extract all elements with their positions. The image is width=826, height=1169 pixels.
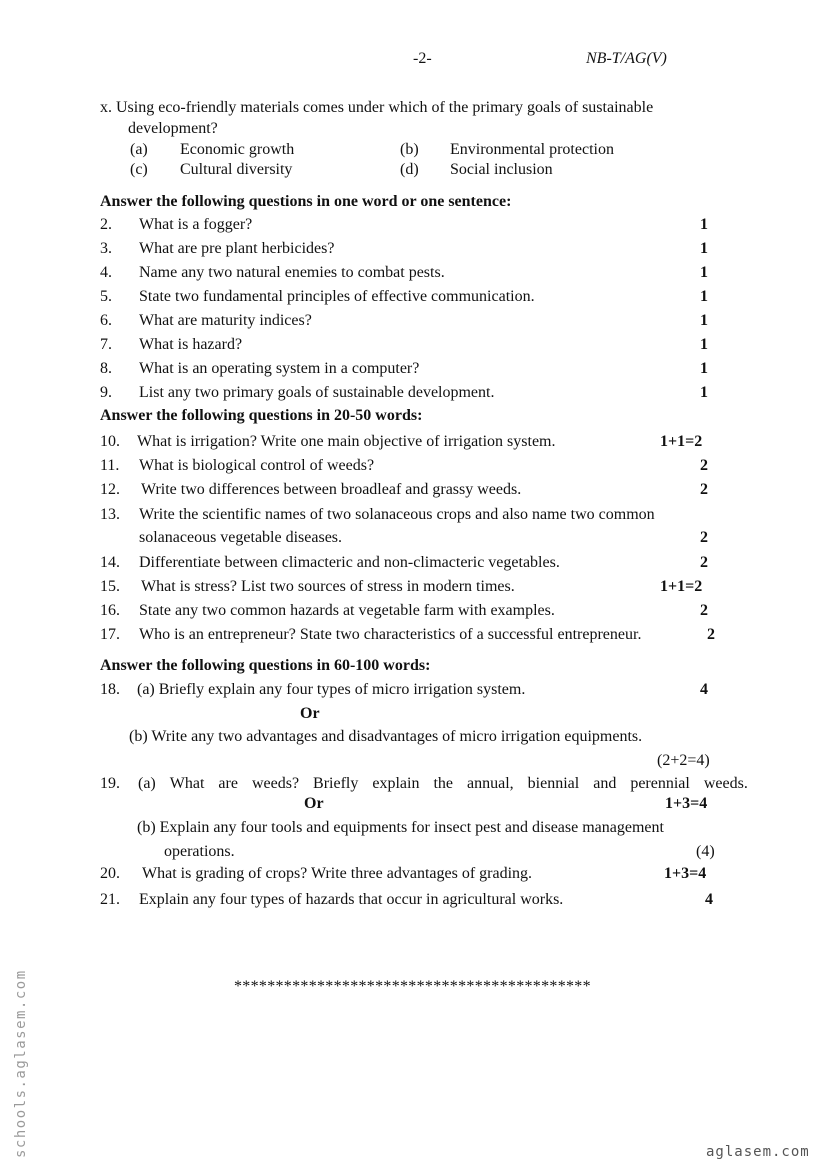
question-number: 17.	[100, 626, 120, 643]
question-marks-b: (4)	[696, 843, 715, 860]
mcq-question-line1: x. Using eco-friendly materials comes under which of the primary goals of sustainable	[100, 99, 654, 116]
question-marks: 1+3=4	[664, 865, 707, 882]
question-text-line2: solanaceous vegetable diseases.	[139, 529, 343, 546]
question-text: What are pre plant herbicides?	[139, 240, 335, 257]
question-number: 20.	[100, 865, 120, 882]
question-number: 12.	[100, 481, 120, 498]
question-marks: 1+1=2	[660, 578, 703, 595]
question-number: 8.	[100, 360, 112, 377]
question-marks: 1+1=2	[660, 433, 703, 450]
question-text: What is hazard?	[139, 336, 243, 353]
question-number: 19.	[100, 775, 120, 792]
question-text: What is an operating system in a computer?	[139, 360, 420, 377]
question-marks: 2	[707, 626, 715, 643]
question-text-line1: Write the scientific names of two solanaceous crops and also name two common	[139, 506, 655, 523]
question-marks: 4	[705, 891, 713, 908]
question-part-b-line2: operations.	[164, 843, 235, 860]
section-heading-long: Answer the following questions in 60-100 words:	[100, 657, 431, 674]
question-marks: 2	[700, 529, 708, 546]
option-text: Social inclusion	[450, 161, 553, 178]
section-heading-one-word: Answer the following questions in one word or one sentence:	[100, 193, 512, 210]
question-text: What is stress? List two sources of stress in modern times.	[141, 578, 515, 595]
question-marks: 1	[700, 264, 708, 281]
question-number: 11.	[100, 457, 120, 474]
question-text: State two fundamental principles of effective communication.	[139, 288, 535, 305]
question-number: 15.	[100, 578, 120, 595]
question-number: 9.	[100, 384, 112, 401]
end-of-paper-marker: *******************************************	[234, 978, 591, 995]
question-part-b: (b) Write any two advantages and disadvantages of micro irrigation equipments.	[129, 728, 643, 745]
question-marks: 2	[700, 602, 708, 619]
question-number: 4.	[100, 264, 112, 281]
question-part-a: (a) What are weeds? Briefly explain the annual, biennial and perennial weeds.	[138, 775, 748, 792]
or-separator: Or	[300, 705, 320, 722]
question-number: 5.	[100, 288, 112, 305]
question-marks: 1	[700, 384, 708, 401]
footer-watermark: aglasem.com	[706, 1144, 810, 1160]
question-marks: 1	[700, 312, 708, 329]
question-text: Explain any four types of hazards that occur in agricultural works.	[139, 891, 564, 908]
question-marks: 2	[700, 481, 708, 498]
question-marks: 1	[700, 360, 708, 377]
question-number: 7.	[100, 336, 112, 353]
option-text: Cultural diversity	[180, 161, 293, 178]
question-text: What is biological control of weeds?	[139, 457, 375, 474]
question-text: Name any two natural enemies to combat pests.	[139, 264, 445, 281]
section-heading-short: Answer the following questions in 20-50 words:	[100, 407, 423, 424]
question-number: 6.	[100, 312, 112, 329]
question-number: 14.	[100, 554, 120, 571]
or-separator: Or	[304, 795, 324, 812]
question-number: 18.	[100, 681, 120, 698]
option-key: (d)	[400, 161, 419, 178]
question-marks: 4	[700, 681, 708, 698]
option-text: Environmental protection	[450, 141, 614, 158]
paper-code: NB-T/AG(V)	[586, 50, 667, 67]
option-text: Economic growth	[180, 141, 295, 158]
question-text: What are maturity indices?	[139, 312, 312, 329]
question-number: 2.	[100, 216, 112, 233]
question-part-a: (a) Briefly explain any four types of micro irrigation system.	[137, 681, 526, 698]
question-text: What is irrigation? Write one main objective of irrigation system.	[137, 433, 556, 450]
question-marks: 2	[700, 457, 708, 474]
question-text: Differentiate between climacteric and non-climacteric vegetables.	[139, 554, 560, 571]
option-key: (a)	[130, 141, 148, 158]
question-text: List any two primary goals of sustainable development.	[139, 384, 495, 401]
question-text: What is a fogger?	[139, 216, 253, 233]
question-text: What is grading of crops? Write three advantages of grading.	[142, 865, 533, 882]
question-marks: 1	[700, 240, 708, 257]
question-part-b-line1: (b) Explain any four tools and equipments for insect pest and disease management	[137, 819, 664, 836]
question-number: 13.	[100, 506, 120, 523]
side-watermark: schools.aglasem.com	[13, 969, 29, 1158]
question-number: 21.	[100, 891, 120, 908]
question-number: 10.	[100, 433, 120, 450]
question-marks: 1	[700, 216, 708, 233]
question-marks-b: (2+2=4)	[657, 752, 710, 769]
question-text: Who is an entrepreneur? State two characteristics of a successful entrepreneur.	[139, 626, 642, 643]
question-number: 16.	[100, 602, 120, 619]
question-marks: 2	[700, 554, 708, 571]
option-key: (c)	[130, 161, 148, 178]
option-key: (b)	[400, 141, 419, 158]
question-text: State any two common hazards at vegetable farm with examples.	[139, 602, 555, 619]
question-marks: 1	[700, 288, 708, 305]
question-text: Write two differences between broadleaf and grassy weeds.	[141, 481, 522, 498]
mcq-question-line2: development?	[128, 120, 218, 137]
question-marks: 1+3=4	[665, 795, 708, 812]
page-number: -2-	[413, 50, 432, 67]
question-number: 3.	[100, 240, 112, 257]
question-marks: 1	[700, 336, 708, 353]
